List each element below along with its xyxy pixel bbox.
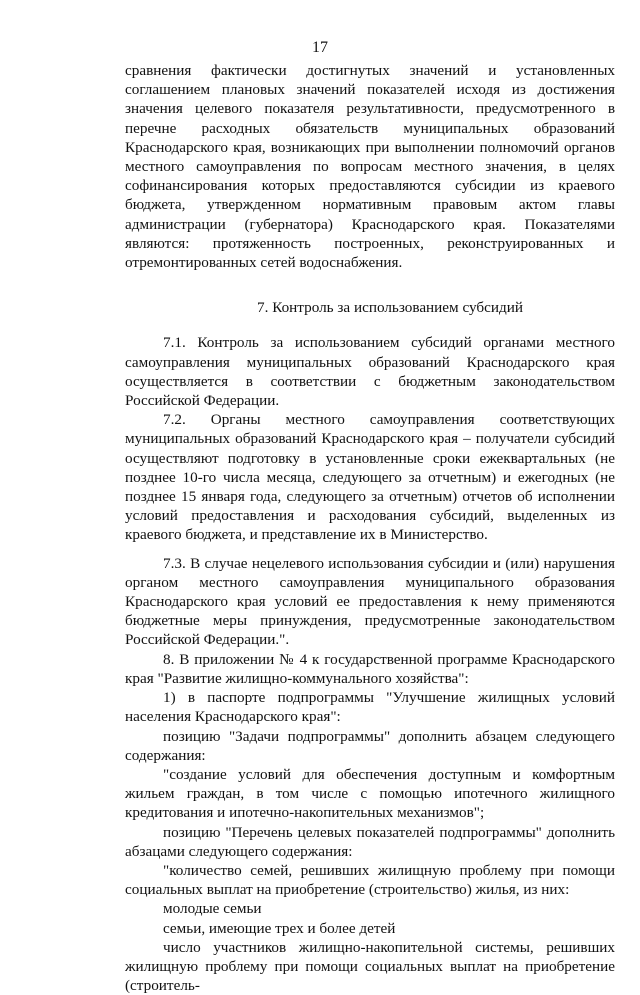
paragraph-subprogram-passport: 1) в паспорте подпрограммы "Улучшение жилищных условий населения Краснодарского края":: [125, 689, 615, 726]
page-number: 17: [312, 39, 328, 56]
paragraph-conditions-quote: "создание условий для обеспечения доступным и комфортным жильем граждан, в том числе с помощью ипотечного жилищного кредитования и ипотечно-накопительных механизмов";: [125, 765, 615, 822]
list-item-young-families: молодые семьи: [163, 900, 262, 918]
intro-paragraph: сравнения фактически достигнутых значений и установленных соглашением плановых значений показателей исходя из достижения значения целевого показателя результативности, предусмотренного в перечне расходных обязательств муниципальных образований Краснодарского края, возникающих при выполнении полномочий органов местного самоуправления по вопросам местного значения, в целях софинансирования которых предоставляются субсидии из краевого бюджета, утвержденном нормативным правовым актом главы администрации (губернатора) Краснодарского края. Показателями являются: протяженность построенных, реконструированных и отремонтированных сетей водоснабжения.: [125, 62, 615, 272]
spacer: [125, 545, 615, 554]
paragraph-7-1: 7.1. Контроль за использованием субсидий органами местного самоуправления муниципальных образований Краснодарского края осуществляется в соответствии с бюджетным законодательством Российской Федерации.: [125, 334, 615, 410]
spacer: [125, 272, 615, 298]
paragraph-8: 8. В приложении № 4 к государственной программе Краснодарского края "Развитие жилищно-коммунального хозяйства":: [125, 650, 615, 687]
paragraph-tasks-position: позицию "Задачи подпрограммы" дополнить абзацем следующего содержания:: [125, 727, 615, 764]
final-paragraph: число участников жилищно-накопительной системы, решивших жилищную проблему при помощи социальных выплат на приобретение (строитель-: [125, 938, 615, 995]
spacer: [125, 317, 615, 333]
list-item-large-families: семьи, имеющие трех и более детей: [163, 919, 396, 937]
paragraph-indicators-position: позицию "Перечень целевых показателей подпрограммы" дополнить абзацами следующего содержания:: [125, 823, 615, 860]
paragraph-7-3: 7.3. В случае нецелевого использования субсидии и (или) нарушения органом местного самоуправления муниципального образования Краснодарского края условий ее предоставления к нему применяются бюджетные меры принуждения, предусмотренные законодательством Российской Федерации.".: [125, 554, 615, 649]
section-heading: 7. Контроль за использованием субсидий: [257, 299, 523, 317]
document-body: [125, 61, 615, 995]
paragraph-7-2: 7.2. Органы местного самоуправления соответствующих муниципальных образований Краснодарского края – получатели субсидий осуществляют подготовку в установленные сроки ежеквартальных (не позднее 10-го числа месяца, следующего за отчетным) и ежегодных (не позднее 15 января года, следующего за отчетным) отчетов об исполнении условий предоставления и расходования субсидий, выделенных из краевого бюджета, и представление их в Министерство.: [125, 411, 615, 544]
paragraph-families-count: "количество семей, решивших жилищную проблему при помощи социальных выплат на приобретение (строительство) жилья, из них:: [125, 861, 615, 899]
